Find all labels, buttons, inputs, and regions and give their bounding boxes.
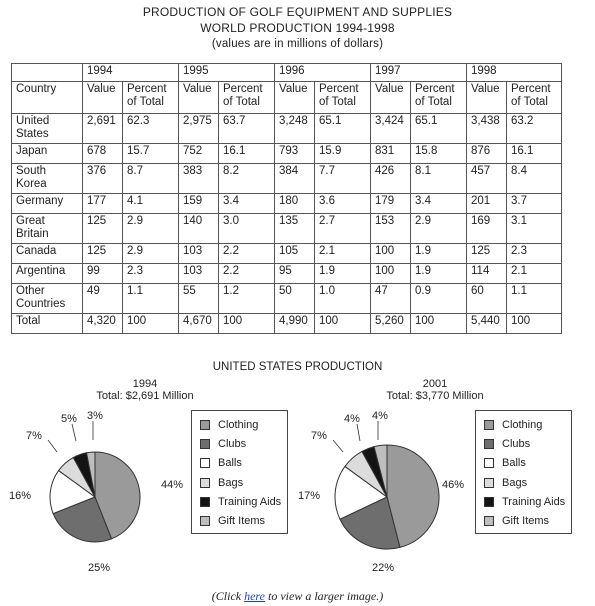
table-value-header: Value — [371, 82, 411, 114]
table-cell: 2.2 — [219, 244, 275, 264]
legend-label: Balls — [502, 457, 526, 470]
table-cell: 8.2 — [219, 164, 275, 194]
leader-line — [357, 424, 360, 441]
table-cell: 8.1 — [411, 164, 467, 194]
pie-percent-label: 5% — [61, 413, 77, 425]
table-value-header: Value — [83, 82, 123, 114]
country-name: Canada — [16, 245, 57, 257]
legend-label: Training Aids — [218, 495, 282, 508]
table-cell: 5,260 — [371, 314, 411, 334]
table-cell: 3,438 — [467, 114, 507, 144]
pie-total-label: Total: $2,691 Million — [96, 390, 194, 402]
table-cell: 2.2 — [219, 264, 275, 284]
table-cell: 1.0 — [315, 284, 371, 314]
percent-header-text: Percent — [223, 83, 263, 95]
country-name: Great — [16, 215, 45, 227]
table-cell: 752 — [179, 144, 219, 164]
table-cell: 153 — [371, 214, 411, 244]
country-name: South — [16, 165, 47, 177]
table-cell: 2.9 — [123, 244, 179, 264]
pie-percent-label: 22% — [372, 562, 395, 574]
table-cell: 125 — [83, 214, 123, 244]
table-year-header: 1995 — [179, 64, 275, 82]
percent-header-text: Percent — [127, 83, 167, 95]
table-year-header: 1997 — [371, 64, 467, 82]
table-cell: 376 — [83, 164, 123, 194]
legend-label: Gift Items — [502, 515, 550, 528]
legend-swatch — [484, 420, 494, 430]
table-cell: 1.1 — [123, 284, 179, 314]
table-cell: 4.1 — [123, 194, 179, 214]
pie-total-label: Total: $3,770 Million — [386, 390, 484, 402]
country-name: United — [16, 115, 50, 127]
table-cell: 3.1 — [507, 214, 562, 244]
country-name: Total — [16, 315, 41, 327]
table-cell: 100 — [219, 314, 275, 334]
table-cell: 16.1 — [219, 144, 275, 164]
table-cell: 65.1 — [315, 114, 371, 144]
table-cell: 201 — [467, 194, 507, 214]
table-cell: 7.7 — [315, 164, 371, 194]
table-cell: 100 — [371, 244, 411, 264]
table-cell: 2.1 — [507, 264, 562, 284]
table-cell: 99 — [83, 264, 123, 284]
country-name: Countries — [16, 298, 66, 310]
caption-suffix: to view a larger image.) — [265, 589, 384, 603]
table-year-header: 1996 — [275, 64, 371, 82]
table-cell: 177 — [83, 194, 123, 214]
table-year-header: 1998 — [467, 64, 562, 82]
table-cell: 135 — [275, 214, 315, 244]
legend-label: Clothing — [218, 418, 259, 431]
table-cell: 65.1 — [411, 114, 467, 144]
table-cell: 125 — [83, 244, 123, 264]
legend-swatch — [484, 497, 494, 507]
percent-header-text: of Total — [223, 96, 260, 108]
pie-percent-label: 17% — [298, 490, 321, 502]
table-cell: 383 — [179, 164, 219, 194]
percent-header-text: Percent — [319, 83, 359, 95]
legend-label: Bags — [502, 476, 528, 489]
legend-label: Clubs — [502, 437, 531, 450]
table-cell: 1.1 — [507, 284, 562, 314]
table-cell: 100 — [315, 314, 371, 334]
legend-item — [484, 511, 571, 530]
table-cell: 125 — [467, 244, 507, 264]
country-name: Germany — [16, 195, 64, 207]
table-cell: 4,670 — [179, 314, 219, 334]
table-cell: 3.6 — [315, 194, 371, 214]
page-title: PRODUCTION OF GOLF EQUIPMENT AND SUPPLIES — [142, 5, 453, 19]
table-cell: 3.4 — [411, 194, 467, 214]
table-cell: 63.2 — [507, 114, 562, 144]
table-cell: 100 — [371, 264, 411, 284]
country-name: Britain — [16, 228, 49, 240]
country-name: Japan — [16, 145, 48, 157]
country-name: Argentina — [16, 265, 66, 277]
table-country-header: Country — [12, 82, 83, 114]
legend-item — [484, 415, 571, 434]
legend-item — [484, 454, 571, 473]
table-cell: 1.2 — [219, 284, 275, 314]
units-note: (values are in millions of dollars) — [211, 38, 384, 50]
table-cell: 3,424 — [371, 114, 411, 144]
percent-header-text: of Total — [511, 96, 548, 108]
pie-percent-label: 16% — [9, 490, 32, 502]
table-cell: 3.4 — [219, 194, 275, 214]
legend-label: Gift Items — [218, 515, 266, 528]
legend-label: Clothing — [502, 418, 543, 431]
table-value-header: Value — [275, 82, 315, 114]
table-cell: 63.7 — [219, 114, 275, 144]
percent-header-text: of Total — [319, 96, 356, 108]
legend-label: Bags — [218, 476, 244, 489]
legend-swatch — [484, 439, 494, 449]
country-name: States — [16, 128, 49, 140]
table-cell: 457 — [467, 164, 507, 194]
pie-percent-label: 4% — [344, 413, 360, 425]
table-cell: 426 — [371, 164, 411, 194]
table-cell: 876 — [467, 144, 507, 164]
country-name: Korea — [16, 178, 47, 190]
legend-item — [484, 434, 571, 453]
table-cell: 16.1 — [507, 144, 562, 164]
table-cell: 100 — [123, 314, 179, 334]
country-name: Other — [16, 285, 45, 297]
table-cell: 0.9 — [411, 284, 467, 314]
table-cell: 47 — [371, 284, 411, 314]
pie-percent-label: 3% — [87, 410, 103, 422]
table-year-header: 1994 — [83, 64, 179, 82]
percent-header-text: Percent — [511, 83, 551, 95]
legend-item — [484, 492, 571, 511]
table-cell: 100 — [507, 314, 562, 334]
legend-label: Training Aids — [502, 495, 566, 508]
table-cell: 4,320 — [83, 314, 123, 334]
table-cell: 793 — [275, 144, 315, 164]
pie-percent-label: 4% — [372, 410, 388, 422]
table-cell: 60 — [467, 284, 507, 314]
table-cell: 831 — [371, 144, 411, 164]
table-cell: 2,691 — [83, 114, 123, 144]
legend-label: Clubs — [218, 437, 247, 450]
table-cell: 140 — [179, 214, 219, 244]
leader-line — [333, 440, 343, 452]
pie-year-label: 2001 — [422, 378, 448, 390]
table-cell: 50 — [275, 284, 315, 314]
caption-prefix: (Click — [211, 589, 245, 603]
table-cell: 1.9 — [411, 264, 467, 284]
table-cell: 100 — [411, 314, 467, 334]
pie-year-label: 1994 — [132, 378, 158, 390]
table-cell: 2.3 — [507, 244, 562, 264]
table-cell: 103 — [179, 264, 219, 284]
table-cell: 3,248 — [275, 114, 315, 144]
table-cell: 180 — [275, 194, 315, 214]
table-value-header: Value — [467, 82, 507, 114]
legend-label: Balls — [218, 457, 242, 470]
table-cell: 103 — [179, 244, 219, 264]
pie-percent-label: 7% — [311, 430, 327, 442]
table-cell: 678 — [83, 144, 123, 164]
pie-percent-label: 44% — [161, 479, 184, 491]
percent-header-text: of Total — [415, 96, 452, 108]
table-cell: 2.3 — [123, 264, 179, 284]
table-cell: 3.0 — [219, 214, 275, 244]
table-cell: 2.9 — [411, 214, 467, 244]
table-cell: 5,440 — [467, 314, 507, 334]
table-cell: 95 — [275, 264, 315, 284]
percent-header-text: Percent — [415, 83, 455, 95]
pie-percent-label: 25% — [88, 562, 111, 574]
table-cell: 179 — [371, 194, 411, 214]
pie-percent-label: 7% — [26, 430, 42, 442]
table-cell: 2.9 — [123, 214, 179, 244]
legend-swatch — [484, 516, 494, 526]
table-cell: 1.9 — [411, 244, 467, 264]
legend-swatch — [484, 458, 494, 468]
table-cell: 49 — [83, 284, 123, 314]
page-subtitle: WORLD PRODUCTION 1994-1998 — [200, 21, 395, 35]
percent-header-text: of Total — [127, 96, 164, 108]
table-cell: 1.9 — [315, 264, 371, 284]
table-value-header: Value — [179, 82, 219, 114]
view-larger-image-link[interactable]: here — [244, 589, 265, 603]
table-cell: 55 — [179, 284, 219, 314]
table-cell: 105 — [275, 244, 315, 264]
table-cell: 62.3 — [123, 114, 179, 144]
table-cell: 4,990 — [275, 314, 315, 334]
table-cell: 159 — [179, 194, 219, 214]
table-cell: 2.7 — [315, 214, 371, 244]
table-cell: 15.7 — [123, 144, 179, 164]
table-cell: 2,975 — [179, 114, 219, 144]
table-cell: 384 — [275, 164, 315, 194]
pie-legend — [475, 410, 572, 534]
pies-title: UNITED STATES PRODUCTION — [212, 361, 383, 373]
caption — [0, 589, 595, 604]
table-cell: 15.9 — [315, 144, 371, 164]
table-cell: 15.8 — [411, 144, 467, 164]
table-cell: 8.7 — [123, 164, 179, 194]
table-cell: 114 — [467, 264, 507, 284]
pie-percent-label: 46% — [442, 479, 465, 491]
table-cell: 169 — [467, 214, 507, 244]
legend-swatch — [484, 478, 494, 488]
table-cell: 8.4 — [507, 164, 562, 194]
table-cell: 3.7 — [507, 194, 562, 214]
legend-item — [484, 473, 571, 492]
table-cell: 2.1 — [315, 244, 371, 264]
